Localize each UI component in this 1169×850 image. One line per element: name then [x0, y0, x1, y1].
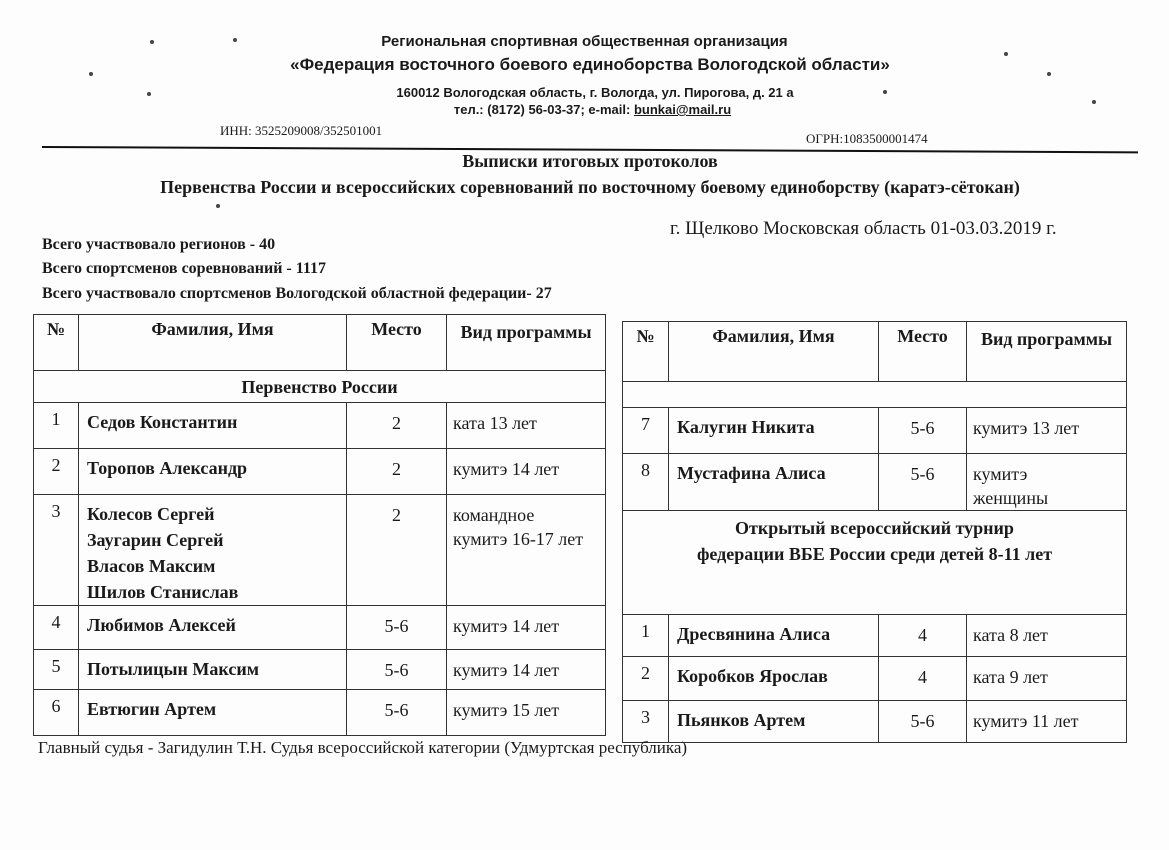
section-title: Открытый всероссийский турнир федерации ВБЕ России среди детей 8-11 лет: [623, 511, 1127, 615]
col-name-header: Фамилия, Имя: [79, 315, 347, 371]
table-header-row: [34, 315, 606, 371]
athlete-name: Седов Константин: [79, 403, 347, 449]
org-address: 160012 Вологодская область, г. Вологда, ул. Пирогова, д. 21 а: [396, 85, 794, 100]
table-row: [34, 403, 606, 449]
table-row: [34, 449, 606, 495]
chief-judge-note: Главный судья - Загидулин Т.Н. Судья всероссийской категории (Удмуртская республика): [38, 738, 688, 757]
scan-speck: [1047, 72, 1051, 76]
empty-cell: [623, 382, 1127, 408]
doc-title: Выписки итоговых протоколов: [462, 151, 718, 171]
scan-speck: [216, 204, 220, 208]
row-num: 3: [623, 701, 669, 743]
table-row: [623, 701, 1127, 743]
stat-athletes: Всего спортсменов соревнований - 1117: [42, 260, 326, 277]
table-row: [623, 657, 1127, 701]
contacts-prefix: тел.: (8172) 56-03-37; e-mail:: [453, 102, 634, 117]
row-num: 5: [34, 650, 79, 690]
col-num-header: №: [623, 322, 669, 382]
results-table-left: [33, 314, 606, 736]
col-program-header: Вид программы: [967, 322, 1127, 382]
program-type: кумитэ женщины: [967, 454, 1127, 511]
athlete-name: Дресвянина Алиса: [669, 615, 879, 657]
row-num: 3: [34, 495, 79, 606]
scan-speck: [233, 38, 237, 42]
org-type-line: Региональная спортивная общественная организация: [381, 33, 788, 50]
table-row: [34, 650, 606, 690]
table-row: [34, 690, 606, 736]
section-title: Первенство России: [34, 371, 606, 403]
row-num: 4: [34, 606, 79, 650]
location-date: г. Щелково Московская область 01-03.03.2019 г.: [670, 218, 1057, 239]
athlete-name: Колесов Сергей Заугарин Сергей Власов Максим Шилов Станислав: [79, 495, 347, 606]
program-type: кумитэ 15 лет: [447, 690, 606, 736]
section-row: [34, 371, 606, 403]
row-num: 6: [34, 690, 79, 736]
scan-speck: [89, 72, 93, 76]
scan-speck: [1092, 100, 1096, 104]
program-type: командное кумитэ 16-17 лет: [447, 495, 606, 606]
athlete-place: 5-6: [879, 454, 967, 511]
section-row: [623, 511, 1127, 615]
row-num: 2: [623, 657, 669, 701]
stat-regions: Всего участвовало регионов - 40: [42, 236, 276, 253]
row-num: 8: [623, 454, 669, 511]
athlete-place: 4: [879, 657, 967, 701]
doc-subtitle: Первенства России и всероссийских соревнований по восточному боевому единоборству (каратэ-сётокан): [160, 177, 1020, 197]
stat-vologda-athletes: Всего участвовало спортсменов Вологодской областной федерации- 27: [42, 285, 552, 302]
table-row: [623, 408, 1127, 454]
athlete-place: 5-6: [879, 701, 967, 743]
athlete-name: Коробков Ярослав: [669, 657, 879, 701]
col-program-header: Вид программы: [447, 315, 606, 371]
scan-speck: [150, 40, 154, 44]
athlete-place: 2: [347, 403, 447, 449]
athlete-place: 5-6: [347, 606, 447, 650]
empty-section-row: [623, 382, 1127, 408]
row-num: 7: [623, 408, 669, 454]
col-num-header: №: [34, 315, 79, 371]
athlete-name: Потылицын Максим: [79, 650, 347, 690]
col-name-header: Фамилия, Имя: [669, 322, 879, 382]
row-num: 1: [623, 615, 669, 657]
email-link[interactable]: bunkai@mail.ru: [633, 102, 732, 117]
athlete-place: 4: [879, 615, 967, 657]
table-row: [34, 606, 606, 650]
row-num: 2: [34, 449, 79, 495]
athlete-name: Торопов Александр: [79, 449, 347, 495]
athlete-name: Пьянков Артем: [669, 701, 879, 743]
program-type: кумитэ 11 лет: [967, 701, 1127, 743]
athlete-name: Калугин Никита: [669, 408, 879, 454]
table-row: [34, 495, 606, 606]
athlete-place: 5-6: [347, 650, 447, 690]
program-type: кумитэ 13 лет: [967, 408, 1127, 454]
program-type: кумитэ 14 лет: [447, 650, 606, 690]
program-type: кумитэ 14 лет: [447, 606, 606, 650]
scan-speck: [883, 90, 887, 94]
athlete-place: 5-6: [347, 690, 447, 736]
athlete-place: 2: [347, 495, 447, 606]
table-header-row: [623, 322, 1127, 382]
col-place-header: Место: [347, 315, 447, 371]
table-row: [623, 615, 1127, 657]
athlete-place: 5-6: [879, 408, 967, 454]
athlete-place: 2: [347, 449, 447, 495]
program-type: ката 8 лет: [967, 615, 1127, 657]
results-table-right: [622, 321, 1127, 743]
athlete-name: Мустафина Алиса: [669, 454, 879, 511]
scan-speck: [147, 92, 151, 96]
athlete-name: Любимов Алексей: [79, 606, 347, 650]
org-name-line: «Федерация восточного боевого единоборства Вологодской области»: [290, 55, 890, 74]
inn-number: ИНН: 3525209008/352501001: [220, 123, 383, 138]
program-type: ката 9 лет: [967, 657, 1127, 701]
row-num: 1: [34, 403, 79, 449]
program-type: кумитэ 14 лет: [447, 449, 606, 495]
athlete-name: Евтюгин Артем: [79, 690, 347, 736]
ogrn-number: ОГРН:1083500001474: [806, 131, 928, 146]
org-contacts: [0, 102, 1169, 117]
program-type: ката 13 лет: [447, 403, 606, 449]
col-place-header: Место: [879, 322, 967, 382]
table-row: [623, 454, 1127, 511]
scan-speck: [1004, 52, 1008, 56]
